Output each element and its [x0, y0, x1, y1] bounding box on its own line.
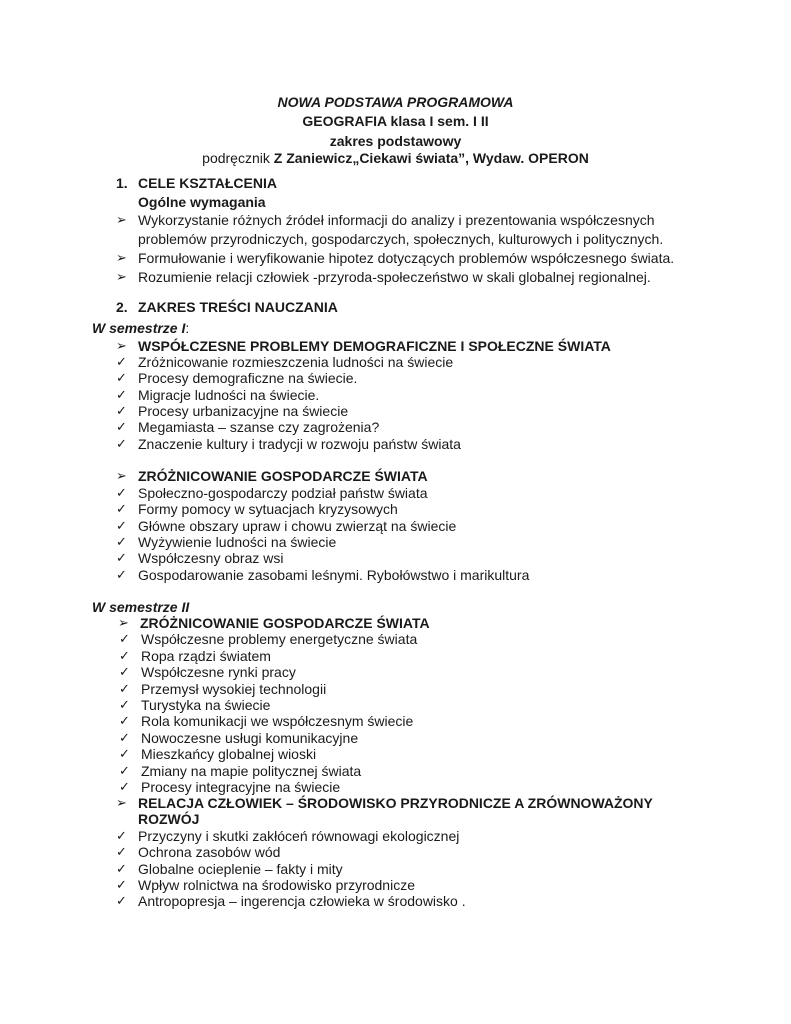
check-icon: ✓	[119, 697, 130, 712]
list-item: Rola komunikacji we współczesnym świecie	[141, 713, 414, 729]
section1-subheading: Ogólne wymagania	[138, 194, 266, 210]
topic-heading: WSPÓŁCZESNE PROBLEMY DEMOGRAFICZNE I SPOŁECZNE ŚWIATA	[138, 338, 611, 354]
list-item: Formy pomocy w sytuacjach kryzysowych	[138, 501, 398, 517]
doc-subject: GEOGRAFIA klasa I sem. I II	[302, 113, 489, 129]
check-icon: ✓	[116, 403, 127, 418]
check-icon: ✓	[116, 567, 127, 582]
check-icon: ✓	[119, 730, 130, 745]
list-item: Zmiany na mapie politycznej świata	[141, 763, 362, 779]
arrow-bullet-icon: ➢	[116, 269, 127, 284]
check-icon: ✓	[116, 387, 127, 402]
doc-level: zakres podstawowy	[329, 133, 462, 149]
list-item: Megamiasta – szanse czy zagrożenia?	[138, 419, 380, 435]
arrow-bullet-icon: ➢	[116, 795, 127, 810]
check-icon: ✓	[116, 550, 127, 565]
check-icon: ✓	[116, 518, 127, 533]
doc-title	[0, 94, 791, 110]
topic-heading: ZRÓŻNICOWANIE GOSPODARCZE ŚWIATA	[138, 468, 428, 484]
check-icon: ✓	[116, 844, 127, 859]
check-icon: ✓	[119, 664, 130, 679]
check-icon: ✓	[119, 713, 130, 728]
goal-item: Formułowanie i weryfikowanie hipotez dotyczących problemów współczesnego świata.	[138, 250, 675, 266]
arrow-bullet-icon: ➢	[118, 615, 129, 630]
list-item: Migracje ludności na świecie.	[138, 387, 320, 403]
topic-heading: ZRÓŻNICOWANIE GOSPODARCZE ŚWIATA	[140, 615, 430, 631]
arrow-bullet-icon: ➢	[116, 212, 127, 227]
check-icon: ✓	[116, 354, 127, 369]
topic-heading: RELACJA CZŁOWIEK – ŚRODOWISKO PRZYRODNICZE A ZRÓWNOWAŻONY	[138, 795, 653, 811]
doc-book	[0, 150, 791, 166]
list-item: Mieszkańcy globalnej wioski	[141, 746, 317, 762]
check-icon: ✓	[116, 501, 127, 516]
list-item: Antropopresja – ingerencja człowieka w środowisko .	[138, 893, 466, 909]
check-icon: ✓	[116, 436, 127, 451]
arrow-bullet-icon: ➢	[116, 338, 127, 353]
check-icon: ✓	[116, 370, 127, 385]
list-item: Gospodarowanie zasobami leśnymi. Rybołówstwo i marikultura	[138, 567, 530, 583]
check-icon: ✓	[116, 893, 127, 908]
list-item: Przyczyny i skutki zakłóceń równowagi ekologicznej	[138, 828, 460, 844]
list-item: Nowoczesne usługi komunikacyjne	[141, 730, 359, 746]
list-item: Ochrona zasobów wód	[138, 844, 281, 860]
list-item: Współczesne problemy energetyczne świata	[141, 631, 418, 647]
goal-item: Rozumienie relacji człowiek -przyroda-społeczeństwo w skali globalnej regionalnej.	[138, 269, 651, 285]
arrow-bullet-icon: ➢	[116, 250, 127, 265]
topic-heading-continued: ROZWÓJ	[138, 811, 200, 827]
list-item: Wyżywienie ludności na świecie	[138, 534, 337, 550]
title-text: NOWA PODSTAWA PROGRAMOWA	[277, 94, 514, 110]
semester-1-colon: :	[185, 320, 190, 336]
book-prefix: podręcznik	[202, 150, 270, 166]
goal-item: Wykorzystanie różnych źródeł informacji do analizy i prezentowania współczesnych	[138, 212, 655, 228]
list-item: Społeczno-gospodarczy podział państw świata	[138, 485, 428, 501]
section1-heading: CELE KSZTAŁCENIA	[138, 175, 277, 191]
semester-2-label: W semestrze II	[92, 599, 190, 615]
check-icon: ✓	[116, 877, 127, 892]
semester-1-text: W semestrze I	[92, 320, 186, 336]
list-item: Globalne ocieplenie – fakty i mity	[138, 861, 343, 877]
list-item: Znaczenie kultury i tradycji w rozwoju państw świata	[138, 436, 461, 452]
check-icon: ✓	[119, 763, 130, 778]
list-item: Współczesne rynki pracy	[141, 664, 296, 680]
list-item: Wpływ rolnictwa na środowisko przyrodnicze	[138, 877, 415, 893]
section2-heading: ZAKRES TREŚCI NAUCZANIA	[138, 299, 338, 315]
book-title: Z Zaniewicz„Ciekawi świata”, Wydaw. OPERON	[273, 150, 589, 166]
arrow-bullet-icon: ➢	[116, 468, 127, 483]
check-icon: ✓	[116, 828, 127, 843]
list-item: Przemysł wysokiej technologii	[141, 681, 327, 697]
check-icon: ✓	[116, 861, 127, 876]
list-item: Procesy integracyjne na świecie	[141, 779, 341, 795]
list-item: Procesy urbanizacyjne na świecie	[138, 403, 349, 419]
section1-number: 1.	[116, 175, 128, 191]
semester-1-label	[92, 320, 189, 336]
goal-item: problemów przyrodniczych, gospodarczych, społecznych, kulturowych i politycznych.	[138, 231, 664, 247]
check-icon: ✓	[116, 534, 127, 549]
check-icon: ✓	[116, 419, 127, 434]
check-icon: ✓	[119, 779, 130, 794]
list-item: Współczesny obraz wsi	[138, 550, 284, 566]
list-item: Zróżnicowanie rozmieszczenia ludności na świecie	[138, 354, 454, 370]
list-item: Turystyka na świecie	[141, 697, 271, 713]
list-item: Ropa rządzi światem	[141, 648, 271, 664]
list-item: Główne obszary upraw i chowu zwierząt na świecie	[138, 518, 457, 534]
list-item: Procesy demograficzne na świecie.	[138, 370, 358, 386]
check-icon: ✓	[119, 631, 130, 646]
section2-number: 2.	[116, 299, 128, 315]
check-icon: ✓	[116, 485, 127, 500]
check-icon: ✓	[119, 648, 130, 663]
check-icon: ✓	[119, 746, 130, 761]
check-icon: ✓	[119, 681, 130, 696]
